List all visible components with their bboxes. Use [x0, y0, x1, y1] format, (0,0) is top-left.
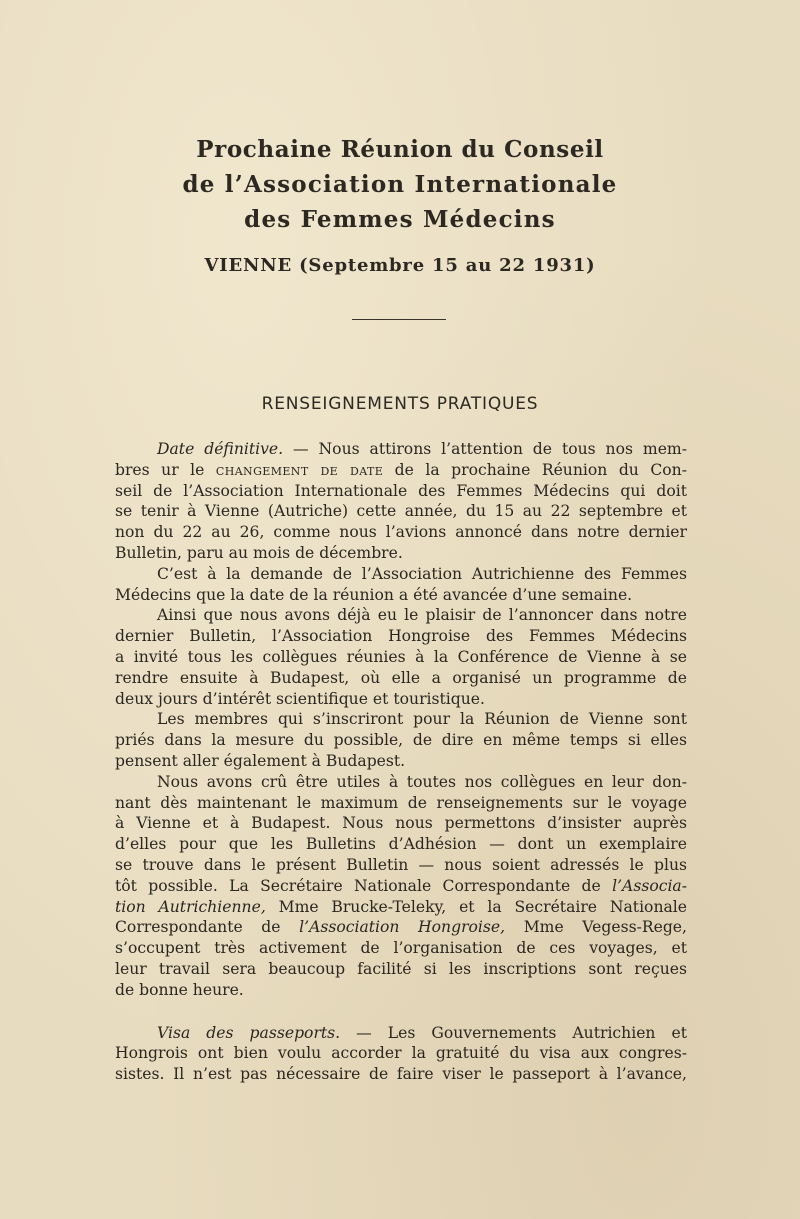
- paragraph-line: de bonne heure.: [115, 980, 244, 999]
- paragraph-line: [115, 460, 687, 481]
- paragraph-line: Ainsi que nous avons déjà eu le plaisir de l’annoncer dans notre: [157, 606, 687, 625]
- paragraph-line: Les membres qui s’inscriront pour la Réunion de Vienne sont: [157, 710, 687, 729]
- paragraph-line: [115, 897, 687, 918]
- text-run: bres ur le: [115, 460, 216, 479]
- paragraph-line: se tenir à Vienne (Autriche) cette année, du 15 au 22 septembre et: [115, 502, 687, 521]
- title-line-3: des Femmes Médecins: [244, 206, 556, 233]
- italic-run: l’Association Hongroise,: [299, 918, 506, 937]
- document-body: [115, 439, 687, 1085]
- meeting-place-date: VIENNE (Septembre 15 au 22 1931): [204, 255, 596, 276]
- paragraph-line: leur travail sera beaucoup facilité si les inscriptions sont reçues: [115, 959, 687, 978]
- paragraph-line: [115, 917, 687, 938]
- paragraph-line: [115, 876, 687, 897]
- document-title: [0, 132, 800, 237]
- italic-run: l’Associa-: [612, 876, 687, 895]
- paragraph-line: sistes. Il n’est pas nécessaire de faire viser le passeport à l’avance,: [115, 1065, 687, 1084]
- text-run: Mme Brucke-Teleky, et la Secrétaire Nationale: [265, 897, 687, 916]
- paragraph-line: Hongrois ont bien voulu accorder la gratuité du visa aux congres-: [115, 1044, 687, 1063]
- paragraph-line: Nous avons crû être utiles à toutes nos collègues en leur don-: [157, 772, 687, 791]
- text-run: Correspondante de: [115, 918, 300, 937]
- paragraph-line: [115, 1023, 687, 1044]
- small-caps-run: changement de date: [215, 460, 384, 479]
- paragraph-line: a invité tous les collègues réunies à la Conférence de Vienne à se: [115, 647, 687, 666]
- title-line-1: Prochaine Réunion du Conseil: [196, 136, 604, 163]
- paragraph-line: dernier Bulletin, l’Association Hongroise des Femmes Médecins: [115, 627, 687, 646]
- paragraph-line: se trouve dans le présent Bulletin — nous soient adressés le plus: [115, 855, 687, 874]
- paragraph-line: pensent aller également à Budapest.: [115, 751, 406, 770]
- paragraph-line: seil de l’Association Internationale des Femmes Médecins qui doit: [115, 481, 687, 500]
- paragraph-line: nant dès maintenant le maximum de renseignements sur le voyage: [115, 793, 687, 812]
- paragraph-line: s’occupent très activement de l’organisation de ces voyages, et: [115, 939, 687, 958]
- text-run: de la prochaine Réunion du Con-: [383, 460, 687, 479]
- paragraph-line: priés dans la mesure du possible, de dire en même temps si elles: [115, 731, 687, 750]
- paragraph-line: C’est à la demande de l’Association Autrichienne des Femmes: [157, 564, 687, 583]
- italic-run: tion Autrichienne,: [115, 897, 266, 916]
- text-run: tôt possible. La Secrétaire Nationale Correspondante de: [115, 876, 613, 895]
- title-line-2: de l’Association Internationale: [182, 171, 618, 198]
- text-run: — Nous attirons l’attention de tous nos mem-: [283, 440, 687, 458]
- paragraph-line: d’elles pour que les Bulletins d’Adhésion — dont un exemplaire: [115, 835, 687, 854]
- section-heading: RENSEIGNEMENTS PRATIQUES: [261, 394, 539, 414]
- paragraph-gap: [115, 1001, 687, 1023]
- paragraph-line: Médecins que la date de la réunion a été avancée d’une semaine.: [115, 585, 633, 604]
- paragraph-label: Date définitive.: [157, 440, 284, 458]
- paragraph-line: Bulletin, paru au mois de décembre.: [115, 543, 403, 562]
- paragraph-line: [115, 439, 687, 460]
- paragraph-line: à Vienne et à Budapest. Nous nous permettons d’insister auprès: [115, 814, 687, 833]
- paragraph-line: non du 22 au 26, comme nous l’avions annoncé dans notre dernier: [115, 523, 687, 542]
- paragraph-label: Visa des passeports.: [157, 1023, 341, 1042]
- paragraph-line: rendre ensuite à Budapest, où elle a organisé un programme de: [115, 668, 687, 687]
- paragraph-line: deux jours d’intérêt scientifique et touristique.: [115, 689, 485, 708]
- divider-rule: [352, 319, 446, 320]
- text-run: — Les Gouvernements Autrichien et: [340, 1023, 687, 1042]
- text-run: Mme Vegess-Rege,: [505, 918, 687, 937]
